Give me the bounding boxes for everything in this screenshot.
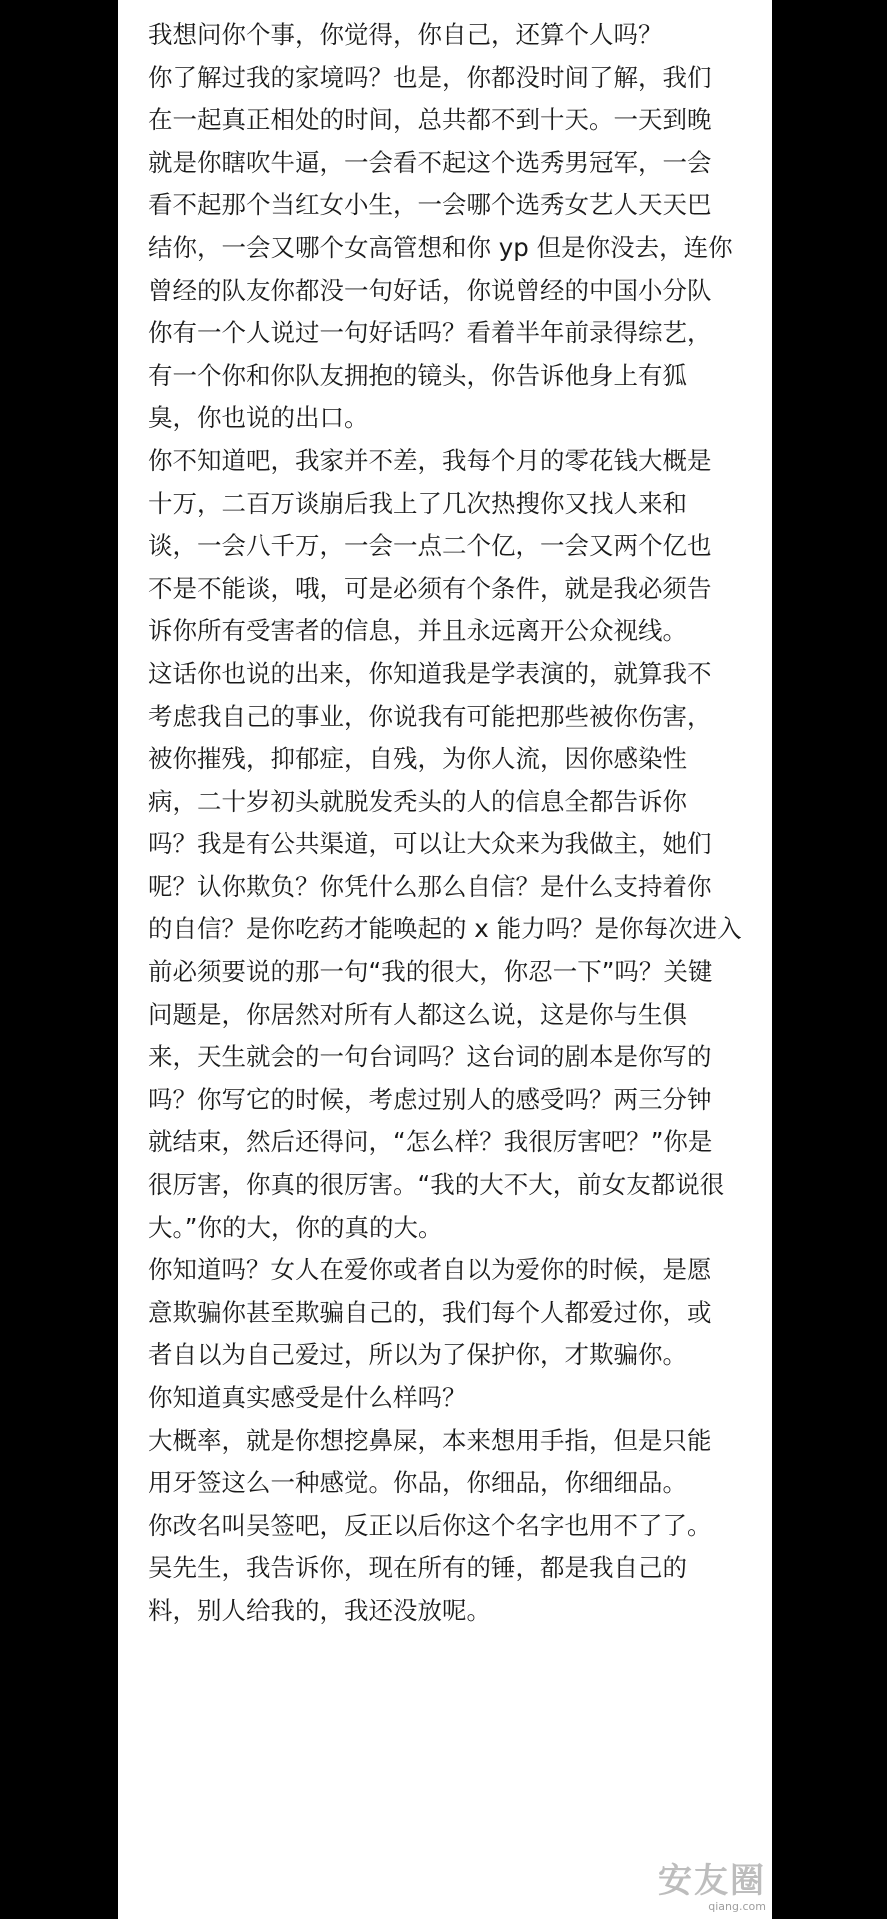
text-line: 谈，一会八千万，一会一点二个亿，一会又两个亿也 bbox=[148, 531, 712, 561]
text-line: 诉你所有受害者的信息，并且永远离开公众视线。 bbox=[148, 616, 687, 646]
text-line: 你有一个人说过一句好话吗？看着半年前录得综艺， bbox=[148, 318, 712, 348]
text-line: 前必须要说的那一句“我的很大，你忍一下”吗？关键 bbox=[148, 957, 713, 987]
text-line: 有一个你和你队友拥抱的镜头，你告诉他身上有狐 bbox=[148, 360, 687, 390]
text-line: 这话你也说的出来，你知道我是学表演的，就算我不 bbox=[148, 658, 712, 688]
text-line: 大。”你的大，你的真的大。 bbox=[148, 1212, 443, 1242]
text-line: 的自信？是你吃药才能唤起的 x 能力吗？是你每次进入 bbox=[148, 914, 742, 944]
text-line: 来，天生就会的一句台词吗？这台词的剧本是你写的 bbox=[148, 1042, 712, 1072]
text-line: 曾经的队友你都没一句好话，你说曾经的中国小分队 bbox=[148, 275, 712, 305]
text-line: 用牙签这么一种感觉。你品，你细品，你细细品。 bbox=[148, 1468, 687, 1498]
text-line: 你知道真实感受是什么样吗？ bbox=[148, 1383, 467, 1412]
article-body bbox=[118, 0, 772, 1919]
text-line: 吴先生，我告诉你，现在所有的锤，都是我自己的 bbox=[148, 1553, 687, 1583]
text-line: 结你，一会又哪个女高管想和你 yp 但是你没去，连你 bbox=[148, 232, 733, 262]
text-line: 很厉害，你真的很厉害。“我的大不大，前女友都说很 bbox=[148, 1170, 725, 1200]
watermark-url: qiang.com bbox=[708, 1900, 766, 1913]
text-line: 料，别人给我的，我还没放呢。 bbox=[148, 1595, 491, 1625]
text-line: 被你摧残，抑郁症，自残，为你人流，因你感染性 bbox=[148, 744, 687, 774]
text-line: 在一起真正相处的时间，总共都不到十天。一天到晚 bbox=[148, 105, 712, 135]
text-line: 问题是，你居然对所有人都这么说，这是你与生俱 bbox=[148, 999, 687, 1029]
text-line: 十万，二百万谈崩后我上了几次热搜你又找人来和 bbox=[148, 488, 687, 518]
text-line: 就是你瞎吹牛逼，一会看不起这个选秀男冠军，一会 bbox=[148, 147, 712, 177]
text-line: 者自以为自己爱过，所以为了保护你，才欺骗你。 bbox=[148, 1340, 687, 1370]
text-line: 你知道吗？女人在爱你或者自以为爱你的时候，是愿 bbox=[148, 1255, 712, 1285]
text-line: 就结束，然后还得问，“怎么样？我很厉害吧？”你是 bbox=[148, 1127, 713, 1157]
text-line: 吗？你写它的时候，考虑过别人的感受吗？两三分钟 bbox=[148, 1084, 712, 1114]
article-text bbox=[148, 14, 762, 1633]
text-line: 病，二十岁初头就脱发秃头的人的信息全都告诉你 bbox=[148, 786, 687, 816]
text-line: 我想问你个事，你觉得，你自己，还算个人吗？ bbox=[148, 20, 663, 49]
text-line: 不是不能谈，哦，可是必须有个条件，就是我必须告 bbox=[148, 573, 712, 603]
text-line: 考虑我自己的事业，你说我有可能把那些被你伤害， bbox=[148, 701, 712, 731]
text-line: 意欺骗你甚至欺骗自己的，我们每个人都爱过你，或 bbox=[148, 1297, 712, 1327]
text-line: 臭，你也说的出口。 bbox=[148, 403, 369, 433]
text-line: 看不起那个当红女小生，一会哪个选秀女艺人天天巴 bbox=[148, 190, 712, 220]
text-line: 你改名叫吴签吧，反正以后你这个名字也用不了了。 bbox=[148, 1510, 712, 1540]
text-line: 你了解过我的家境吗？也是，你都没时间了解，我们 bbox=[148, 62, 712, 92]
watermark-title: 安友圈 bbox=[658, 1861, 766, 1901]
text-line: 你不知道吧，我家并不差，我每个月的零花钱大概是 bbox=[148, 445, 712, 475]
site-watermark bbox=[648, 1861, 766, 1919]
text-line: 呢？认你欺负？你凭什么那么自信？是什么支持着你 bbox=[148, 871, 712, 901]
text-line: 吗？我是有公共渠道，可以让大众来为我做主，她们 bbox=[148, 829, 712, 859]
text-line: 大概率，就是你想挖鼻屎，本来想用手指，但是只能 bbox=[148, 1425, 712, 1455]
